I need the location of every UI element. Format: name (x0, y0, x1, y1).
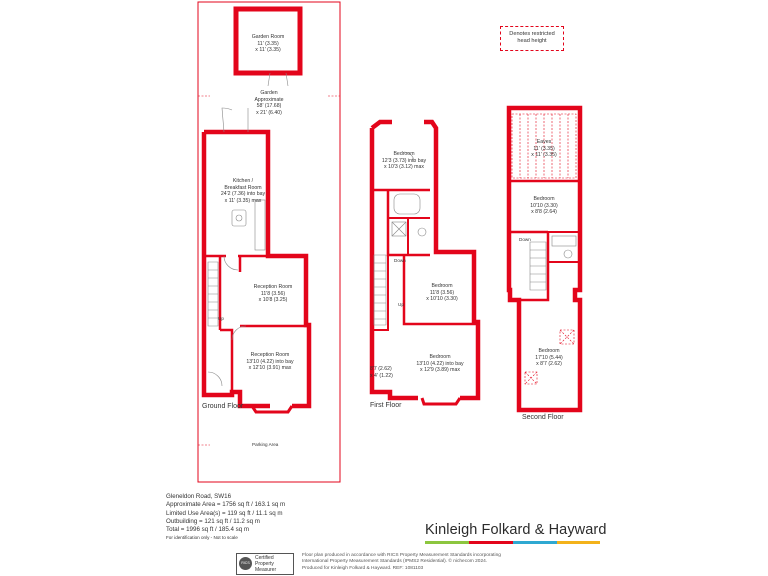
second-bedroom2-dims: 17'10 (5.44) (535, 354, 563, 361)
parking-area-label: Parking Area (252, 442, 279, 447)
garden-room-name: Garden Room (251, 34, 285, 40)
kitchen-name: Kitchen / (232, 178, 254, 184)
first-bedroom-1-label (372, 151, 436, 171)
outbuilding-area: Outbuilding = 121 sq ft / 11.2 sq m (166, 518, 260, 526)
first-bedroom1-name: Bedroom (393, 151, 415, 157)
first-bedroom1-dims2: x 10'3 (3.12) max (384, 164, 424, 170)
second-bedroom-1-label (512, 196, 576, 216)
brand-bar-blue (513, 541, 557, 544)
landing-dims: 8'7 (2.62) (370, 366, 392, 372)
second-bedroom1-name: Bedroom (533, 196, 555, 202)
reception-room-1-label (240, 284, 306, 304)
disclaimer: For identification only - Not to scale (166, 534, 238, 540)
kitchen-dims2: x 11' (3.35) max (224, 197, 262, 204)
legend-line1: Denotes restricted (509, 31, 555, 37)
first-bedroom2-dims: 11'8 (3.56) (429, 289, 455, 296)
legend-line2: head height (517, 38, 547, 45)
reception2-dims: 13'10 (4.22) into bay (246, 358, 294, 365)
landing-label (370, 366, 398, 379)
property-address: Gleneldon Road, SW16 (166, 493, 232, 500)
garden-name: Garden (260, 90, 278, 96)
brand-bar-red (469, 541, 513, 544)
reception2-dims2: x 12'10 (3.91) max (248, 365, 292, 371)
reception1-dims: 11'8 (3.56) (260, 290, 286, 297)
landing-dims2: x 4' (1.22) (370, 372, 393, 379)
property-info (166, 493, 285, 541)
rics-badge (236, 553, 294, 575)
footnote-line3: Produced for Kinleigh Folkard & Hayward. REF: 1081103 (302, 565, 424, 571)
ground-floor-title: Ground Floor (202, 403, 244, 410)
second-bedroom2-dims2: x 8'7 (2.62) (536, 361, 562, 367)
kitchen-dims: 24'2 (7.36) into bay (220, 191, 266, 197)
first-bedroom2-dims2: x 10'10 (3.30) (426, 296, 458, 302)
rics-line3: Measurer (255, 567, 277, 573)
garden-room-dims: 11' (3.35) (257, 40, 279, 47)
kitchen-label (206, 178, 280, 204)
garden-approx: Approximate (254, 96, 284, 103)
first-bedroom2-name: Bedroom (431, 283, 453, 289)
garden-room-label (244, 34, 292, 54)
reception-room-2-label (234, 352, 306, 372)
reception1-dims2: x 10'8 (3.25) (258, 297, 288, 303)
second-down-label: Down (519, 237, 531, 242)
footnote (302, 553, 501, 572)
eaves-dims: 11' (3.35) (533, 145, 555, 152)
first-bedroom3-dims2: x 12'9 (3.89) max (420, 367, 460, 373)
footnote-line1: Floor plan produced in accordance with RICS Property Measurement Standards incorporating (302, 553, 501, 558)
limited-use-area: Limited Use Area(s) = 119 sq ft / 11.1 sq m (166, 509, 283, 517)
first-bedroom3-name: Bedroom (429, 354, 451, 360)
garden-dims2: x 21' (6.40) (256, 109, 282, 116)
second-bedroom1-dims2: x 8'8 (2.64) (531, 209, 557, 215)
first-down-label: Down (394, 258, 406, 263)
brand-bar-yellow (557, 541, 600, 544)
footnote-line2: International Property Measurement Standards (IPMS2 Residential). © nichecom 2024. (302, 559, 488, 565)
reception2-name: Reception Room (250, 352, 290, 358)
kitchen-name2: Breakfast Room (224, 184, 262, 191)
ground-up-label: Up (218, 316, 224, 321)
first-bedroom-2-label (410, 283, 474, 303)
second-bedroom-2-label (520, 348, 578, 368)
reception1-name: Reception Room (253, 284, 293, 290)
second-floor-title: Second Floor (522, 414, 564, 421)
first-bedroom3-dims: 13'10 (4.22) into bay (416, 360, 464, 367)
total-area: Total = 1996 sq ft / 185.4 sq m (166, 526, 250, 534)
eaves-name: Eaves (536, 139, 552, 145)
eaves-label (512, 139, 576, 159)
rics-line1: Certified (255, 555, 274, 561)
rics-line2: Property (255, 561, 274, 567)
first-bedroom1-dims: 12'3 (3.73) into bay (381, 157, 427, 164)
garden-room-dims2: x 11' (3.35) (255, 47, 281, 53)
first-bedroom-3-label (404, 354, 476, 374)
eaves-dims2: x 11' (3.35) (531, 152, 557, 158)
second-bedroom2-name: Bedroom (538, 348, 560, 354)
rics-logo-icon: RICS (239, 557, 252, 570)
brand-bar-green (425, 541, 469, 544)
garden-dims: 58' (17.68) (256, 103, 282, 109)
brand-name: Kinleigh Folkard & Hayward (425, 522, 607, 538)
garden-label (236, 90, 302, 116)
approximate-area: Approximate Area = 1756 sq ft / 163.1 sq m (166, 501, 286, 509)
first-up-label: Up (398, 302, 404, 307)
first-floor-title: First Floor (370, 402, 402, 409)
second-bedroom1-dims: 10'10 (3.30) (530, 202, 558, 209)
restricted-height-legend (500, 26, 564, 51)
